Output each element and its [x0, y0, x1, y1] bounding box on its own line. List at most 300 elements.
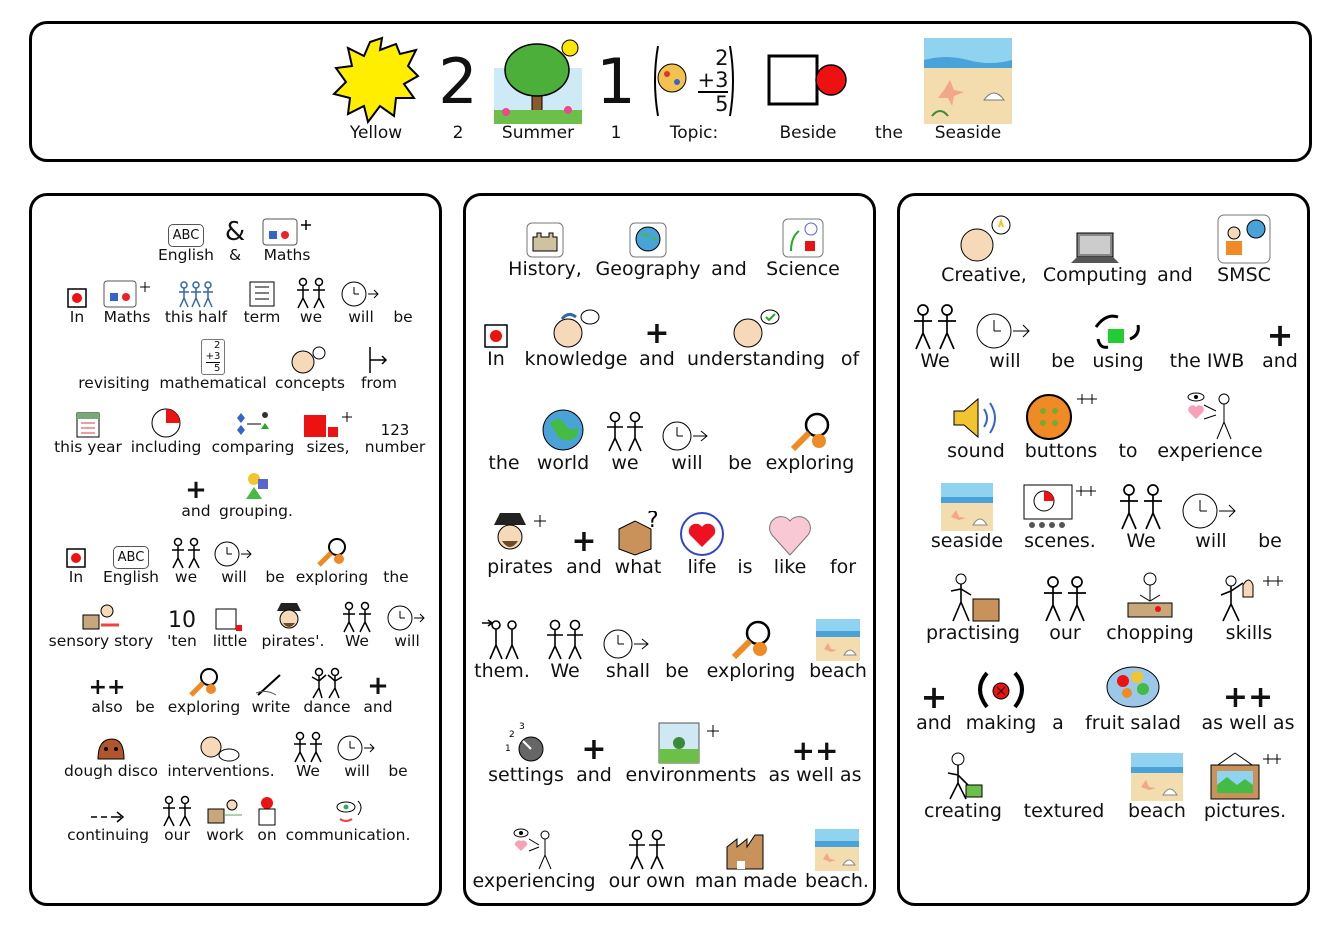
- word-label: and: [1157, 264, 1193, 287]
- word-label: We: [345, 631, 369, 650]
- word-label: continuing: [67, 825, 149, 844]
- word-and: [632, 292, 682, 370]
- word-label: exploring: [295, 567, 369, 586]
- word-label: exploring: [765, 452, 855, 475]
- svg-text:1: 1: [505, 744, 511, 755]
- header-cell-seaside: [920, 28, 1016, 143]
- word-geography: [596, 202, 700, 280]
- practising-icon: [945, 571, 1001, 623]
- word-label: ABC: [113, 546, 150, 569]
- word-label: will: [221, 567, 247, 586]
- word-label: comparing: [211, 437, 295, 456]
- word-will: [382, 590, 432, 650]
- plus-icon: +: [581, 732, 607, 768]
- header-panel: [29, 21, 1312, 162]
- chopping-icon: [1124, 571, 1176, 623]
- word-will: [660, 392, 714, 474]
- word-making: [960, 650, 1042, 734]
- abc-icon: [113, 546, 150, 569]
- word-label: be: [393, 307, 413, 326]
- word-label: skills: [1225, 622, 1273, 645]
- magnifier-icon: [315, 537, 349, 569]
- word-label: Topic:: [669, 123, 719, 144]
- word-label: 2: [214, 339, 221, 351]
- word-label: will: [671, 452, 703, 475]
- word-label: We: [920, 350, 950, 373]
- word-understanding: [684, 292, 828, 370]
- numeral-two: 2: [438, 45, 478, 119]
- word-label: pirates: [487, 556, 553, 579]
- word-label: 5: [214, 362, 221, 374]
- in-box-icon: [65, 547, 87, 569]
- sum-digit: 5: [715, 92, 729, 117]
- science-icon: [781, 217, 825, 259]
- word-from: [350, 332, 408, 392]
- word-label: Seaside: [934, 123, 1002, 144]
- word-label: In: [68, 567, 84, 586]
- sum-digit: +3: [697, 68, 729, 93]
- word-our: [1030, 558, 1100, 644]
- word-exploring: [164, 656, 244, 716]
- plus-icon: +: [1266, 316, 1294, 355]
- word-we: [288, 720, 328, 780]
- work-icon: [206, 797, 244, 827]
- we-people-icon: [604, 411, 646, 453]
- word-this-year: [46, 396, 130, 456]
- word-label: sizes,: [306, 437, 350, 456]
- environment-icon: [657, 721, 725, 765]
- beside-icon: [765, 38, 851, 124]
- word-and: [706, 202, 752, 280]
- plus-icon: +: [367, 670, 389, 701]
- word-label: We: [550, 660, 580, 683]
- heart-icon: [768, 513, 812, 557]
- little-icon: [214, 605, 246, 633]
- word-label: experiencing: [472, 870, 596, 893]
- pirate-icon: [490, 511, 550, 557]
- word-label: and: [711, 258, 747, 281]
- skills-icon: [1213, 573, 1285, 623]
- word-label: making: [965, 712, 1037, 735]
- word-also: [84, 656, 130, 716]
- word-label: as well as: [1201, 712, 1295, 735]
- word-label: beach: [1128, 800, 1186, 823]
- word-sound: [940, 380, 1012, 462]
- word-be: [722, 392, 758, 474]
- word-english: [156, 202, 216, 264]
- word-computing: [1040, 202, 1150, 286]
- word-label: Computing: [1042, 264, 1148, 287]
- word-and: [574, 700, 614, 786]
- plus-icon: +: [185, 474, 207, 505]
- word-as-well-as: [1196, 650, 1300, 734]
- word-little: [204, 590, 256, 650]
- grouping-icon: [240, 471, 272, 503]
- word-label: the: [875, 123, 903, 144]
- word-practising: [918, 558, 1028, 644]
- word-label: the IWB: [1169, 350, 1245, 373]
- word-using: [1082, 292, 1154, 372]
- word-label: Science: [766, 258, 840, 281]
- word-pirates: [258, 590, 328, 650]
- word-label: Creative,: [941, 264, 1027, 287]
- word-we: [290, 266, 332, 326]
- we-people-icon: [169, 537, 203, 569]
- numeral-one: 1: [596, 45, 636, 119]
- word-world: [530, 392, 596, 474]
- word-label: also: [91, 697, 123, 716]
- clock-arrow-icon: [1181, 491, 1241, 531]
- word-life: [672, 494, 732, 578]
- word-shall: [598, 598, 658, 682]
- word-will: [336, 266, 386, 326]
- word-and: [176, 460, 216, 520]
- maths-tools-icon: [102, 279, 152, 309]
- header-cell-the: [864, 28, 914, 143]
- word-label: write: [251, 697, 291, 716]
- word-is: [732, 494, 758, 578]
- we-people-icon: [294, 277, 328, 309]
- word-label: a: [1052, 712, 1064, 735]
- in-box-icon: [483, 323, 509, 349]
- word-label: English: [158, 245, 214, 264]
- on-icon: [257, 795, 277, 827]
- castle-icon: [525, 221, 565, 259]
- scenes-icon: [1022, 483, 1098, 531]
- word-label: we: [611, 452, 639, 475]
- word-label: as well as: [768, 764, 862, 787]
- word-label: our own: [608, 870, 686, 893]
- header-cell-one: [594, 28, 638, 143]
- word-maths: [98, 266, 156, 326]
- word-continuing: [62, 784, 154, 844]
- word-label: we: [174, 567, 198, 586]
- word-dough-disco: [62, 720, 160, 780]
- svg-text:?: ?: [647, 511, 659, 534]
- plus-icon: +: [920, 678, 948, 717]
- word-maths: [254, 202, 320, 264]
- word-exploring: [762, 392, 858, 474]
- word-label: for: [829, 556, 857, 579]
- word-our: [156, 784, 198, 844]
- word-label: concepts: [275, 373, 345, 392]
- word-label: In: [69, 307, 85, 326]
- word-skills: [1204, 558, 1294, 644]
- word-as-well-as: [766, 700, 864, 786]
- word-label: practising: [926, 622, 1020, 645]
- word-be: [1046, 292, 1080, 372]
- word-label: We: [1126, 530, 1156, 553]
- word-label: the: [488, 452, 520, 475]
- word-will: [972, 292, 1038, 372]
- word-label: grouping.: [219, 501, 293, 520]
- word-grouping: [216, 460, 296, 520]
- word-label: dough disco: [64, 761, 158, 780]
- word-sizes: [300, 396, 356, 456]
- clock-arrow-icon: [602, 627, 654, 661]
- clock-arrow-icon: [386, 603, 428, 633]
- word-label: and: [181, 501, 211, 520]
- word-ampersand: [220, 202, 250, 264]
- history-geography-science-panel: [463, 193, 876, 906]
- term-icon: [247, 279, 277, 309]
- quarter-circle-icon: [150, 407, 182, 439]
- thinking-face-icon: [550, 307, 602, 349]
- word-sensory-story: [42, 590, 160, 650]
- word-label: buttons: [1024, 440, 1098, 463]
- word-in: [52, 266, 102, 326]
- word-label: and: [566, 556, 602, 579]
- them-people-icon: [480, 617, 524, 661]
- seaside-icon: [941, 483, 993, 531]
- experience-icon: [1184, 389, 1236, 441]
- clock-arrow-icon: [975, 311, 1035, 351]
- word-them: [472, 598, 532, 682]
- header-cell-summer: [490, 28, 586, 143]
- experience-icon: [511, 825, 557, 871]
- dough-icon: [94, 731, 128, 763]
- word-label: and: [576, 764, 612, 787]
- word-label: Summer: [501, 123, 575, 144]
- word-exploring: [292, 526, 372, 586]
- word-label: world: [536, 452, 590, 475]
- word-label: exploring: [706, 660, 796, 683]
- word-we: [334, 590, 380, 650]
- yellow-splash-icon: [330, 36, 422, 124]
- header-cell-topic: [644, 28, 744, 143]
- plusplus-icon: ++: [791, 734, 839, 768]
- word-label: to: [1118, 440, 1138, 463]
- clock-arrow-icon: [336, 733, 378, 763]
- speech-face-icon: [199, 733, 243, 763]
- word-label: sensory story: [48, 631, 154, 650]
- plus-icon: +: [571, 524, 597, 560]
- globe-icon: [540, 407, 586, 453]
- word-experiencing: [472, 802, 596, 892]
- word-label: be: [728, 452, 752, 475]
- word-label: exploring: [167, 697, 241, 716]
- svg-text:3: 3: [519, 722, 525, 733]
- word-label: textured: [1023, 800, 1105, 823]
- word-concepts: [272, 332, 348, 392]
- word-of: [830, 292, 870, 370]
- we-people-icon: [1117, 483, 1165, 531]
- factory-icon: [723, 827, 769, 871]
- clock-arrow-icon: [340, 279, 382, 309]
- word-label: &: [228, 245, 242, 264]
- word-this-half: [158, 266, 234, 326]
- writing-hand-icon: [254, 669, 288, 699]
- compare-shapes-icon: [233, 409, 273, 439]
- number-icon: 123: [380, 420, 410, 439]
- plusplus-icon: ++: [1222, 680, 1274, 716]
- word-chopping: [1100, 558, 1200, 644]
- word-label: we: [299, 307, 323, 326]
- word-and: [358, 656, 398, 716]
- word-and: [912, 650, 956, 734]
- word-english: [98, 526, 164, 586]
- communication-icon: [328, 795, 368, 827]
- word-label: knowledge: [524, 348, 628, 371]
- ampersand-icon: &: [224, 216, 246, 247]
- svg-text:2: 2: [509, 730, 515, 741]
- word-label: 'ten: [167, 631, 197, 650]
- word-beach: [810, 598, 866, 682]
- clock-arrow-icon: [661, 419, 713, 453]
- sizes-icon: [302, 409, 354, 439]
- ten-icon: 10: [168, 607, 196, 633]
- word-label: will: [394, 631, 420, 650]
- seaside-icon: [924, 38, 1012, 124]
- word-number: [358, 396, 432, 456]
- word-label: 2: [452, 123, 464, 144]
- word-label: sound: [947, 440, 1005, 463]
- using-hand-icon: [1090, 309, 1146, 351]
- sum-digit: 2: [715, 46, 729, 71]
- word-environments: [622, 700, 760, 786]
- word-label: ABC: [168, 224, 205, 247]
- word-label: Beside: [779, 123, 837, 144]
- fruit-salad-icon: [1105, 665, 1161, 713]
- word-label: shall: [605, 660, 651, 683]
- globe-icon: [628, 221, 668, 259]
- we-people-icon: [626, 829, 668, 871]
- fraction-icon: [201, 339, 226, 375]
- we-people-icon: [160, 795, 194, 827]
- topic-icon: [650, 38, 739, 124]
- creative-face-icon: [955, 213, 1013, 265]
- word-the: [376, 526, 416, 586]
- word-pictures: [1198, 740, 1292, 822]
- word-we: [166, 526, 206, 586]
- word-fruit-salad: [1074, 650, 1192, 734]
- word-the-iwb: [1158, 292, 1256, 372]
- magnifier-icon: [728, 619, 774, 661]
- word-we: [1108, 470, 1174, 552]
- pirate-icon: [273, 601, 313, 633]
- word-label: man made: [694, 870, 798, 893]
- word-we: [906, 292, 964, 372]
- word-the: [484, 392, 524, 474]
- word-label: Geography: [595, 258, 701, 281]
- creating-icon: [940, 751, 986, 801]
- word-label: using: [1092, 350, 1144, 373]
- word-mathematical: [156, 332, 270, 392]
- word-label: In: [487, 348, 505, 371]
- word-label: little: [212, 631, 248, 650]
- word-revisiting: [72, 332, 156, 392]
- word-label: dance: [303, 697, 351, 716]
- word-we: [540, 598, 590, 682]
- word-label: including: [130, 437, 202, 456]
- word-label: term: [243, 307, 281, 326]
- word-label: chopping: [1106, 622, 1194, 645]
- word-label: beach: [809, 660, 867, 683]
- word-label: on: [257, 825, 277, 844]
- we-people-icon: [1041, 575, 1089, 623]
- creative-computing-smsc-panel: [897, 193, 1310, 906]
- word-be: [662, 598, 692, 682]
- word-label: this half: [164, 307, 228, 326]
- word-will: [1178, 470, 1244, 552]
- word-in: [54, 526, 98, 586]
- word-label: and: [639, 348, 675, 371]
- word-label: like: [773, 556, 807, 579]
- maths-tools-icon: [261, 215, 313, 247]
- dial-icon: [503, 721, 549, 765]
- word-label: settings: [488, 764, 564, 787]
- word-label: We: [296, 761, 320, 780]
- word-label: and: [916, 712, 952, 735]
- word-like: [762, 494, 818, 578]
- abc-icon: [168, 224, 205, 247]
- word-label: and: [1262, 350, 1298, 373]
- word-label: number: [364, 437, 426, 456]
- word-label: mathematical: [159, 373, 267, 392]
- continue-arrow-icon: [89, 807, 127, 827]
- question-box-icon: [615, 511, 661, 557]
- word-be: [382, 720, 414, 780]
- word-label: History,: [508, 258, 582, 281]
- word-history: [496, 202, 594, 280]
- word-comparing: [202, 396, 304, 456]
- we-people-icon: [340, 601, 374, 633]
- word-and: [1152, 202, 1198, 286]
- word-be: [262, 526, 288, 586]
- word-label: what: [614, 556, 662, 579]
- word-exploring: [696, 598, 806, 682]
- header-cell-beside: [758, 28, 858, 143]
- word-on: [252, 784, 282, 844]
- from-arrow-icon: [366, 345, 392, 375]
- word-beach: [802, 802, 872, 892]
- word-label: scenes.: [1024, 530, 1096, 553]
- plusplus-icon: ++: [88, 674, 126, 700]
- word-label: English: [103, 567, 159, 586]
- word-label: Maths: [103, 307, 151, 326]
- word-seaside: [922, 470, 1012, 552]
- understanding-face-icon: [730, 307, 782, 349]
- smsc-icon: [1216, 213, 1272, 265]
- word-ten: [162, 590, 202, 650]
- header-cell-two: [434, 28, 482, 143]
- calendar-icon: [75, 409, 101, 439]
- magnifier-icon: [787, 411, 833, 453]
- word-be: [130, 656, 160, 716]
- word-label: will: [348, 307, 374, 326]
- word-including: [130, 396, 202, 456]
- word-a: [1046, 650, 1070, 734]
- word-label: is: [737, 556, 753, 579]
- word-scenes: [1016, 470, 1104, 552]
- summer-tree-icon: [492, 38, 584, 124]
- word-label: be: [665, 660, 689, 683]
- word-label: fruit salad: [1085, 712, 1181, 735]
- word-label: life: [687, 556, 717, 579]
- header-cell-yellow: [330, 28, 422, 143]
- word-label: Yellow: [349, 123, 403, 144]
- picture-frame-icon: [1207, 751, 1283, 801]
- word-label: understanding: [686, 348, 826, 371]
- people-group-icon: [174, 279, 218, 309]
- beach-icon: [815, 829, 859, 871]
- heart-circle-icon: [679, 511, 725, 557]
- word-label: experience: [1157, 440, 1263, 463]
- clock-arrow-icon: [213, 539, 255, 569]
- word-label: them.: [474, 660, 530, 683]
- word-we: [600, 392, 650, 474]
- word-label: this year: [54, 437, 122, 456]
